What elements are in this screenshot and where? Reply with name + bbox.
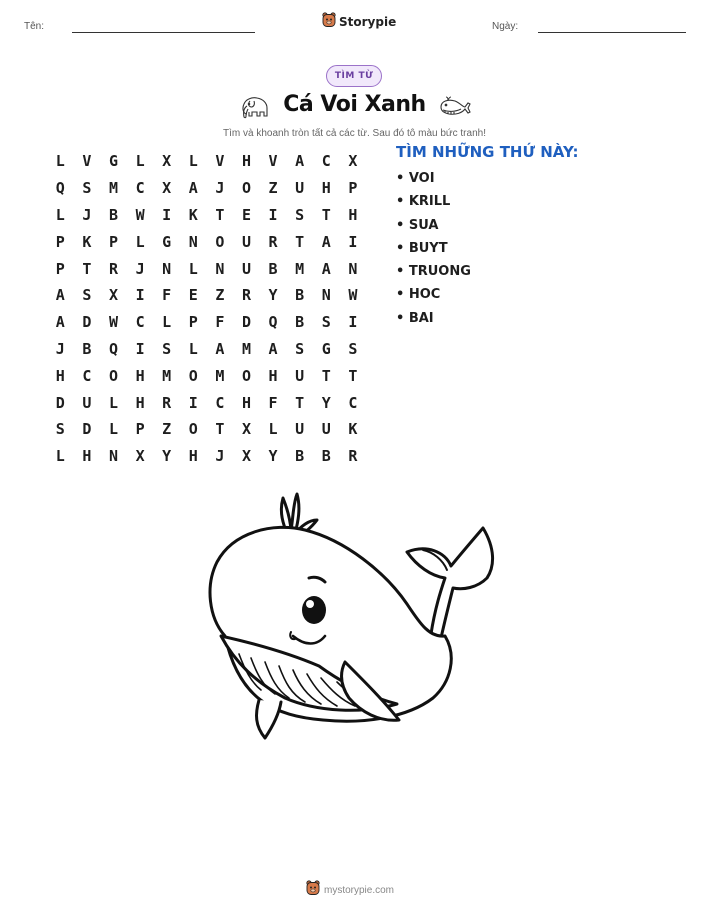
grid-letter[interactable]: E	[241, 205, 251, 224]
grid-letter[interactable]: S	[295, 205, 305, 224]
grid-letter[interactable]: H	[321, 179, 331, 198]
grid-row	[47, 389, 366, 416]
grid-row	[47, 362, 366, 389]
grid-letter[interactable]: V	[215, 152, 225, 171]
grid-row	[47, 309, 366, 336]
grid-letter[interactable]: B	[321, 447, 331, 466]
grid-letter[interactable]: G	[108, 152, 118, 171]
grid-letter[interactable]: A	[321, 259, 331, 278]
storypie-logo-icon	[306, 880, 320, 900]
grid-letter[interactable]: X	[348, 152, 358, 171]
grid-letter[interactable]: P	[55, 232, 65, 251]
grid-letter[interactable]: T	[82, 259, 92, 278]
grid-letter[interactable]: S	[295, 339, 305, 358]
grid-letter[interactable]: A	[188, 179, 198, 198]
grid-letter[interactable]: E	[188, 286, 198, 305]
grid-letter[interactable]: N	[108, 447, 118, 466]
grid-letter[interactable]: J	[135, 259, 145, 278]
grid-letter[interactable]: L	[108, 393, 118, 412]
grid-letter[interactable]: J	[215, 179, 225, 198]
grid-letter[interactable]: S	[162, 339, 172, 358]
whale-icon	[438, 95, 472, 123]
grid-letter[interactable]: H	[268, 366, 278, 385]
grid-letter[interactable]: P	[108, 232, 118, 251]
grid-letter[interactable]: O	[241, 366, 251, 385]
grid-letter[interactable]: B	[82, 339, 92, 358]
grid-letter[interactable]: D	[82, 420, 92, 439]
brand	[322, 12, 396, 32]
grid-letter[interactable]: P	[135, 420, 145, 439]
grid-letter[interactable]: A	[295, 152, 305, 171]
word-item: • KRILL	[396, 194, 451, 210]
grid-letter[interactable]: N	[215, 259, 225, 278]
grid-letter[interactable]: X	[162, 152, 172, 171]
grid-letter[interactable]: Y	[321, 393, 331, 412]
grid-letter[interactable]: L	[162, 313, 172, 332]
grid-letter[interactable]: I	[135, 339, 145, 358]
grid-letter[interactable]: I	[268, 205, 278, 224]
grid-row	[47, 175, 366, 202]
grid-letter[interactable]: R	[241, 286, 251, 305]
grid-letter[interactable]: N	[188, 232, 198, 251]
word-item: • BAI	[396, 310, 434, 326]
grid-letter[interactable]: C	[321, 152, 331, 171]
grid-letter[interactable]: A	[215, 339, 225, 358]
grid-letter[interactable]: C	[135, 313, 145, 332]
grid-letter[interactable]: G	[162, 232, 172, 251]
grid-letter[interactable]: W	[108, 313, 118, 332]
grid-letter[interactable]: R	[268, 232, 278, 251]
grid-letter[interactable]: A	[55, 286, 65, 305]
grid-letter[interactable]: V	[82, 152, 92, 171]
grid-letter[interactable]: D	[82, 313, 92, 332]
grid-letter[interactable]: D	[241, 313, 251, 332]
grid-letter[interactable]: Q	[55, 179, 65, 198]
grid-letter[interactable]: J	[82, 205, 92, 224]
grid-letter[interactable]: K	[82, 232, 92, 251]
grid-letter[interactable]: I	[188, 393, 198, 412]
grid-letter[interactable]: T	[321, 366, 331, 385]
grid-letter[interactable]: H	[82, 447, 92, 466]
grid-letter[interactable]: U	[295, 179, 305, 198]
date-line[interactable]	[538, 32, 686, 33]
grid-letter[interactable]: J	[55, 339, 65, 358]
grid-letter[interactable]: F	[215, 313, 225, 332]
grid-letter[interactable]: Y	[162, 447, 172, 466]
grid-row	[47, 282, 366, 309]
grid-letter[interactable]: T	[321, 205, 331, 224]
grid-letter[interactable]: M	[215, 366, 225, 385]
word-search-grid	[47, 148, 366, 470]
grid-letter[interactable]: M	[162, 366, 172, 385]
grid-letter[interactable]: N	[348, 259, 358, 278]
grid-letter[interactable]: S	[82, 286, 92, 305]
grid-letter[interactable]: Y	[268, 286, 278, 305]
grid-letter[interactable]: X	[135, 447, 145, 466]
grid-row	[47, 416, 366, 443]
grid-letter[interactable]: B	[268, 259, 278, 278]
grid-letter[interactable]: O	[108, 366, 118, 385]
grid-letter[interactable]: P	[55, 259, 65, 278]
grid-row	[47, 255, 366, 282]
grid-letter[interactable]: U	[321, 420, 331, 439]
word-list	[396, 171, 471, 334]
grid-letter[interactable]: L	[55, 447, 65, 466]
grid-letter[interactable]: H	[348, 205, 358, 224]
grid-letter[interactable]: T	[295, 232, 305, 251]
grid-letter[interactable]: H	[241, 393, 251, 412]
grid-letter[interactable]: D	[55, 393, 65, 412]
grid-letter[interactable]: U	[241, 259, 251, 278]
grid-letter[interactable]: L	[108, 420, 118, 439]
grid-letter[interactable]: B	[108, 205, 118, 224]
grid-letter[interactable]: Y	[268, 447, 278, 466]
grid-letter[interactable]: C	[135, 179, 145, 198]
whale-coloring-illustration	[195, 486, 515, 750]
grid-letter[interactable]: G	[321, 339, 331, 358]
grid-letter[interactable]: P	[348, 179, 358, 198]
grid-letter[interactable]: L	[268, 420, 278, 439]
grid-letter[interactable]: R	[108, 259, 118, 278]
grid-letter[interactable]: P	[188, 313, 198, 332]
grid-letter[interactable]: X	[162, 179, 172, 198]
grid-letter[interactable]: S	[348, 339, 358, 358]
grid-letter[interactable]: S	[321, 313, 331, 332]
grid-letter[interactable]: T	[215, 420, 225, 439]
grid-letter[interactable]: I	[135, 286, 145, 305]
grid-letter[interactable]: I	[348, 232, 358, 251]
grid-letter[interactable]: U	[295, 420, 305, 439]
grid-letter[interactable]: H	[135, 366, 145, 385]
find-words-title: TÌM NHỮNG THỨ NÀY:	[396, 143, 579, 161]
instructions: Tìm và khoanh tròn tất cả các từ. Sau đó tô màu bức tranh!	[223, 128, 486, 139]
grid-letter[interactable]: F	[162, 286, 172, 305]
grid-letter[interactable]: N	[321, 286, 331, 305]
grid-letter[interactable]: O	[188, 420, 198, 439]
grid-letter[interactable]: I	[162, 205, 172, 224]
grid-letter[interactable]: A	[55, 313, 65, 332]
grid-letter[interactable]: L	[55, 152, 65, 171]
grid-letter[interactable]: T	[295, 393, 305, 412]
grid-row	[47, 148, 366, 175]
grid-letter[interactable]: K	[348, 420, 358, 439]
grid-letter[interactable]: Q	[108, 339, 118, 358]
grid-letter[interactable]: W	[135, 205, 145, 224]
grid-letter[interactable]: I	[348, 313, 358, 332]
grid-row	[47, 443, 366, 470]
grid-letter[interactable]: H	[135, 393, 145, 412]
grid-letter[interactable]: L	[188, 339, 198, 358]
grid-letter[interactable]: B	[295, 447, 305, 466]
grid-letter[interactable]: M	[241, 339, 251, 358]
grid-letter[interactable]: B	[295, 286, 305, 305]
grid-letter[interactable]: R	[162, 393, 172, 412]
grid-letter[interactable]: Z	[268, 179, 278, 198]
grid-letter[interactable]: U	[295, 366, 305, 385]
grid-letter[interactable]: H	[241, 152, 251, 171]
grid-letter[interactable]: X	[241, 447, 251, 466]
grid-letter[interactable]: V	[268, 152, 278, 171]
grid-letter[interactable]: K	[188, 205, 198, 224]
grid-letter[interactable]: T	[215, 205, 225, 224]
name-label: Tên:	[24, 21, 45, 32]
footer	[306, 880, 394, 900]
grid-letter[interactable]: T	[348, 366, 358, 385]
grid-row	[47, 202, 366, 229]
grid-row	[47, 228, 366, 255]
grid-letter[interactable]: H	[55, 366, 65, 385]
activity-badge: TÌM TỪ	[326, 65, 382, 87]
page-title: Cá Voi Xanh	[283, 92, 426, 117]
grid-letter[interactable]: L	[188, 259, 198, 278]
word-item: • HOC	[396, 287, 441, 303]
grid-letter[interactable]: C	[215, 393, 225, 412]
grid-letter[interactable]: J	[215, 447, 225, 466]
grid-letter[interactable]: Q	[268, 313, 278, 332]
grid-letter[interactable]: M	[295, 259, 305, 278]
storypie-logo-icon	[322, 12, 336, 32]
brand-name: Storypie	[339, 15, 397, 29]
grid-letter[interactable]: O	[215, 232, 225, 251]
grid-letter[interactable]: U	[241, 232, 251, 251]
grid-letter[interactable]: C	[82, 366, 92, 385]
grid-letter[interactable]: X	[108, 286, 118, 305]
grid-letter[interactable]: R	[348, 447, 358, 466]
footer-url[interactable]: mystorypie.com	[324, 884, 395, 896]
word-item: • SUA	[396, 217, 439, 233]
grid-row	[47, 336, 366, 363]
grid-letter[interactable]: U	[82, 393, 92, 412]
grid-letter[interactable]: A	[321, 232, 331, 251]
grid-letter[interactable]: O	[241, 179, 251, 198]
grid-letter[interactable]: Z	[162, 420, 172, 439]
word-item: • VOI	[396, 171, 435, 186]
grid-letter[interactable]: L	[135, 152, 145, 171]
grid-letter[interactable]: Z	[215, 286, 225, 305]
grid-letter[interactable]: B	[295, 313, 305, 332]
grid-letter[interactable]: W	[348, 286, 358, 305]
grid-letter[interactable]: C	[348, 393, 358, 412]
grid-letter[interactable]: L	[55, 205, 65, 224]
grid-letter[interactable]: F	[268, 393, 278, 412]
name-line[interactable]	[72, 32, 255, 33]
grid-letter[interactable]: A	[268, 339, 278, 358]
grid-letter[interactable]: S	[55, 420, 65, 439]
word-item: • TRUONG	[396, 264, 471, 280]
word-item: • BUYT	[396, 240, 448, 256]
grid-letter[interactable]: N	[162, 259, 172, 278]
grid-letter[interactable]: S	[82, 179, 92, 198]
grid-letter[interactable]: L	[135, 232, 145, 251]
grid-letter[interactable]: X	[241, 420, 251, 439]
grid-letter[interactable]: M	[108, 179, 118, 198]
date-label: Ngày:	[492, 21, 519, 32]
grid-letter[interactable]: H	[188, 447, 198, 466]
grid-letter[interactable]: O	[188, 366, 198, 385]
grid-letter[interactable]: L	[188, 152, 198, 171]
